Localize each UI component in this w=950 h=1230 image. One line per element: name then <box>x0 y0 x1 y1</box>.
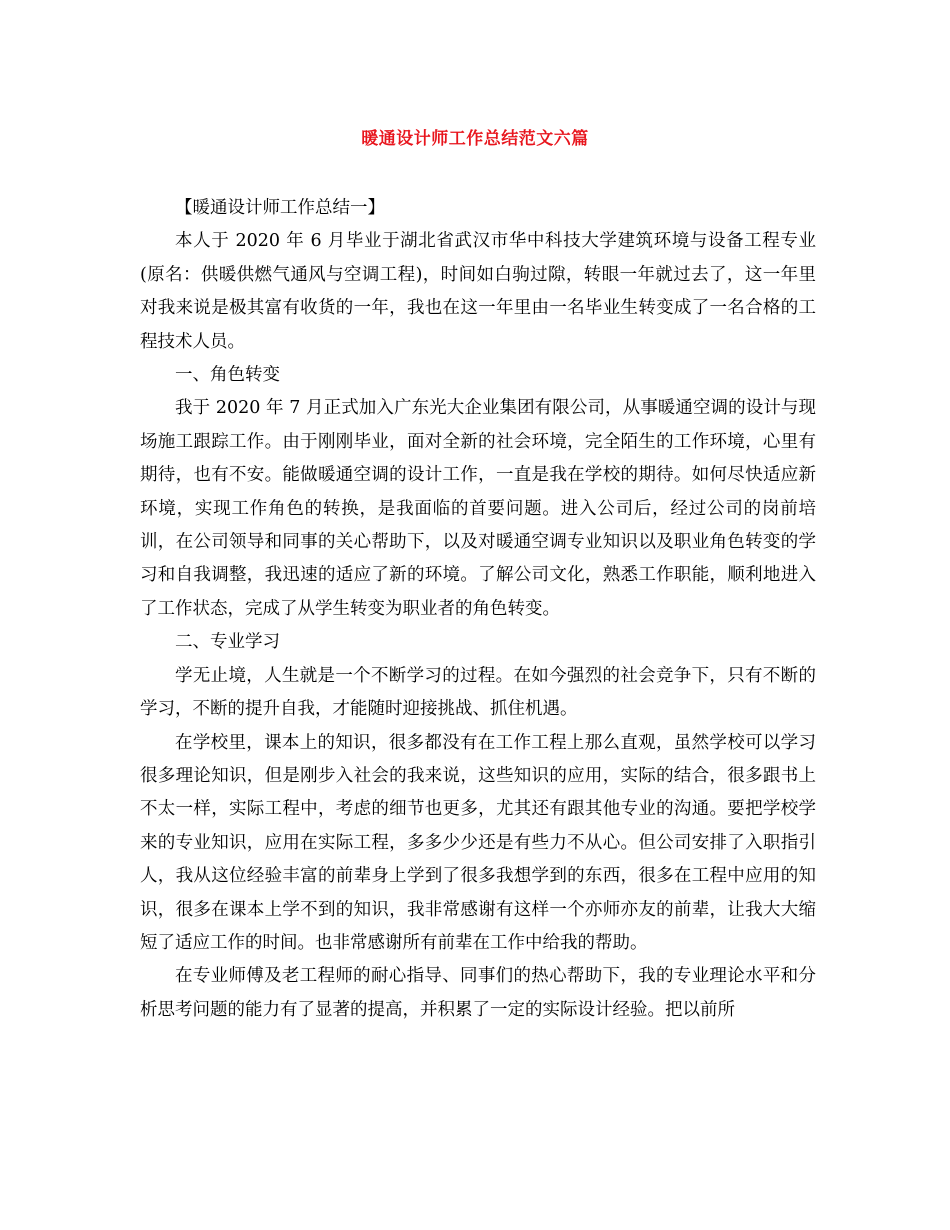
body-paragraph: 在学校里，课本上的知识，很多都没有在工作工程上那么直观，虽然学校可以学习很多理论知识，但是刚步入社会的我来说，这些知识的应用，实际的结合，很多跟书上不太一样，实际工程中，考虑的细节也更多，尤其还有跟其他专业的沟通。要把学校学来的专业知识，应用在实际工程，多多少少还是有些力不从心。但公司安排了入职指引人，我从这位经验丰富的前辈身上学到了很多我想学到的东西，很多在工程中应用的知识，很多在课本上学不到的知识，我非常感谢有这样一个亦师亦友的前辈，让我大大缩短了适应工作的时间。也非常感谢所有前辈在工作中给我的帮助。 <box>140 732 816 953</box>
body-paragraph: 在专业师傅及老工程师的耐心指导、同事们的热心帮助下，我的专业理论水平和分析思考问题的能力有了显著的提高，并积累了一定的实际设计经验。把以前所 <box>140 966 816 1020</box>
body-paragraph: 我于 2020 年 7 月正式加入广东光大企业集团有限公司，从事暖通空调的设计与现场施工跟踪工作。由于刚刚毕业，面对全新的社会环境，完全陌生的工作环境，心里有期待，也有不安。能做暖通空调的设计工作，一直是我在学校的期待。如何尽快适应新环境，实现工作角色的转换，是我面临的首要问题。进入公司后，经过公司的岗前培训，在公司领导和同事的关心帮助下，以及对暖通空调专业知识以及职业角色转变的学习和自我调整，我迅速的适应了新的环境。了解公司文化，熟悉工作职能，顺利地进入了工作状态，完成了从学生转变为职业者的角色转变。 <box>140 398 816 619</box>
body-paragraph: 本人于 2020 年 6 月毕业于湖北省武汉市华中科技大学建筑环境与设备工程专业(原名：供暖供燃气通风与空调工程)，时间如白驹过隙，转眼一年就过去了，这一年里对我来说是极其富有收货的一年，我也在这一年里由一名毕业生转变成了一名合格的工程技术人员。 <box>140 231 816 352</box>
document-body <box>140 192 816 1027</box>
body-paragraph: 学无止境，人生就是一个不断学习的过程。在如今强烈的社会竞争下，只有不断的学习，不断的提升自我，才能随时迎接挑战、抓住机遇。 <box>140 665 816 720</box>
section-heading: 一、角色转变 <box>175 365 280 386</box>
section-heading: 二、专业学习 <box>175 632 280 653</box>
document-title: 暖通设计师工作总结范文六篇 <box>361 129 589 149</box>
section-heading: 【暖通设计师工作总结一】 <box>175 198 385 218</box>
